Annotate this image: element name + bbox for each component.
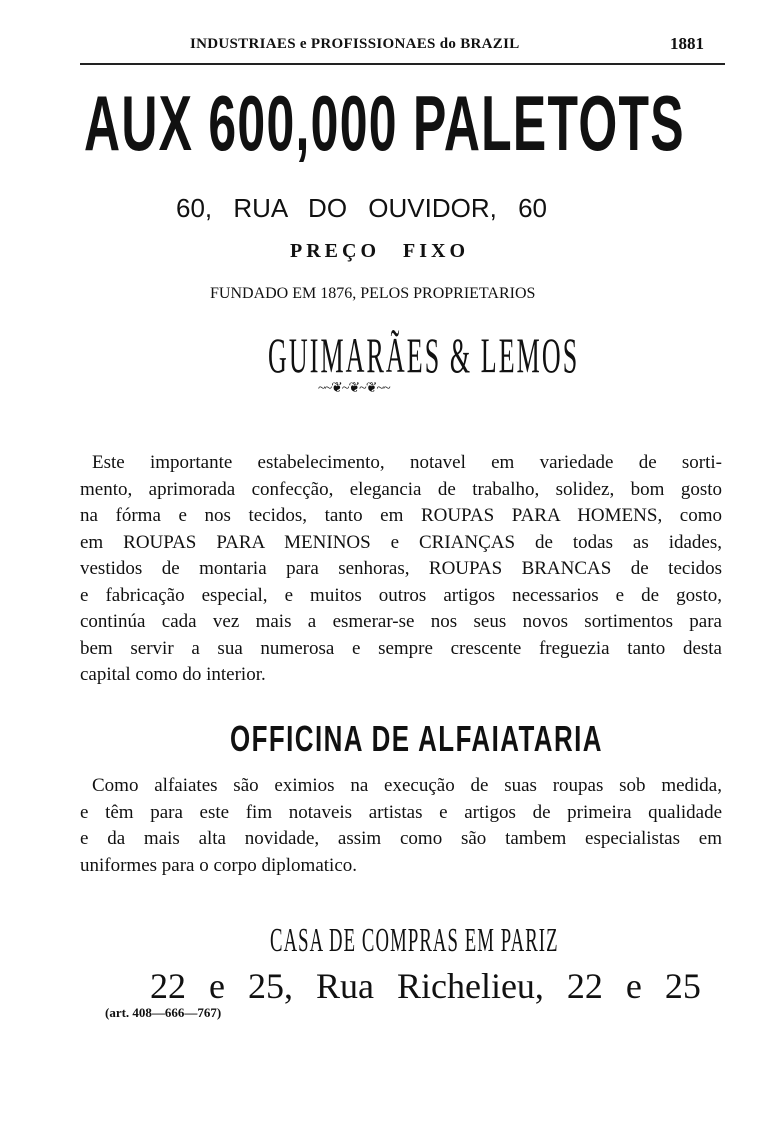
founded-line: FUNDADO EM 1876, PELOS PROPRIETARIOS: [210, 285, 536, 302]
ornament-divider: ~~❦~❦~❦~~: [318, 381, 390, 396]
price-note: PREÇO FIXO: [290, 240, 469, 262]
text-line: bem servir a sua numerosa e sempre crescente freguezia tanto desta: [80, 637, 722, 659]
header-rule: [80, 63, 725, 65]
running-header: INDUSTRIAES e PROFISSIONAES do BRAZIL: [190, 36, 520, 52]
text-line: continúa cada vez mais a esmerar-se nos seus novos sortimentos para: [80, 611, 722, 632]
text-line: e fabricação especial, e muitos outros artigos necessarios e de gosto,: [80, 584, 722, 606]
ad-title: AUX 600,000 PALETOTS: [84, 79, 685, 167]
shop-address: 60, RUA DO OUVIDOR, 60: [176, 193, 547, 223]
page-year: 1881: [670, 34, 704, 53]
text-line: mento, aprimorada confecção, elegancia de trabalho, solidez, bom gosto: [80, 478, 722, 500]
text-line: na fórma e nos tecidos, tanto em ROUPAS PARA HOMENS, como: [80, 505, 722, 526]
text-line: e da mais alta novidade, assim como são tambem especialistas em: [80, 828, 722, 849]
text-line: Como alfaiates são eximios na execução de suas roupas sob medida,: [92, 775, 722, 796]
text-line: Este importante estabelecimento, notavel em variedade de sorti-: [92, 452, 722, 473]
paragraph-description: [80, 450, 722, 689]
paris-heading: CASA DE COMPRAS EM PARIZ: [270, 922, 559, 959]
text-line: uniformes para o corpo diplomatico.: [80, 854, 358, 876]
section-heading: OFFICINA DE ALFAIATARIA: [230, 718, 603, 759]
paris-address: 22 e 25, Rua Richelieu, 22 e 25: [150, 966, 701, 1006]
paragraph-tailoring: [80, 773, 722, 879]
text-line: e têm para este fim notaveis artistas e artigos de primeira qualidade: [80, 801, 722, 823]
text-line: capital como do interior.: [80, 664, 266, 685]
text-line: em ROUPAS PARA MENINOS e CRIANÇAS de todas as idades,: [80, 531, 722, 553]
article-reference: (art. 408—666—767): [105, 1005, 222, 1020]
proprietors-name: GUIMARÃES & LEMOS: [268, 327, 580, 383]
text-line: vestidos de montaria para senhoras, ROUPAS BRANCAS de tecidos: [80, 558, 722, 579]
